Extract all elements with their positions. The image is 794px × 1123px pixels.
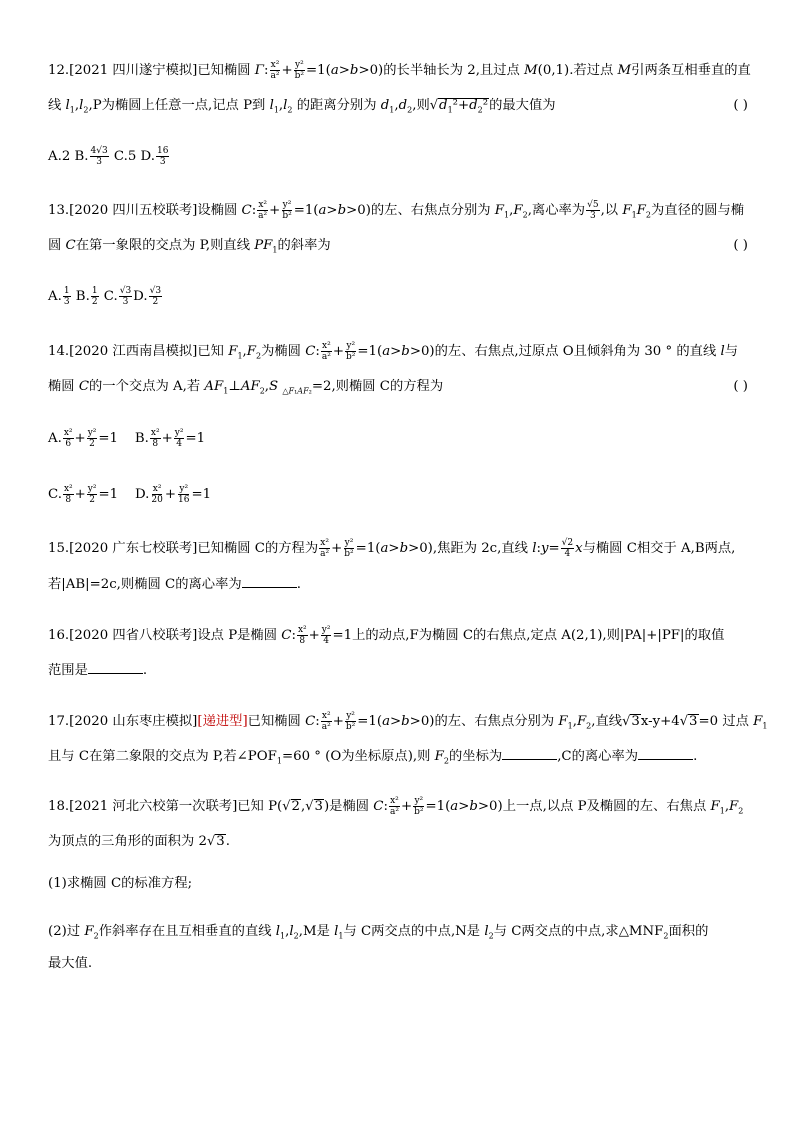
q12-options: A.2 B. $\frac{4√3}{3}$ C.5 D. $\frac{16}{3}$ [48,146,169,167]
q16-line2: 范围是 . [48,663,148,678]
q16-line1: 16.[2020 四省八校联考]设点 P是椭圆 C: $\frac{\text{x²}}{8}$ + $\frac{\text{y²}}{4}$ =1上的动点,F为椭圆 C的右焦点,定点 A(2,1),则|PA|+|PF|的取值 [48,625,725,646]
q15-line2: 若|AB|=2c,则椭圆 C的离心率为 . [48,577,301,592]
q13-options: A. $\frac{1}{3}$ B. $\frac{1}{2}$ C. $\frac{√3}{3}$ D. $\frac{√3}{2}$ [48,286,162,307]
progressive-tag: [递进型] [197,714,248,729]
q18-line2: 为顶点的三角形的面积为 2√3. [48,834,230,849]
q18-part2-cont: 最大值. [48,956,93,971]
q17-line2: 且与 C在第二象限的交点为 P,若$\angle POF_1=60$ ° (O为坐标原点),则 $F_2$的坐标为 ,C的离心率为 . [48,749,698,766]
q14-options-ab: A. $\frac{\text{x²}}{6}$ + $\frac{\text{y²}}{2}$ =1 B. $\frac{\text{x²}}{8}$ + $\frac{\text{y²}}{4}$ =1 [48,428,206,449]
q15-line1: 15.[2020 广东七校联考]已知椭圆 C的方程为 $\frac{\text{x²}}{\text{a²}}$ + $\frac{\text{y²}}{\text{b²}}$ =1(a>b>0),焦距为 2c,直线 l:y= $\frac{√2}{4}$ x与椭圆 C相交于 A,B两点, [48,538,736,559]
answer-paren: ( ) [733,379,748,394]
answer-blank [502,747,557,760]
q12-line2: 线 $l_1,l_2,P$为椭圆上任意一点,记点 P到 $l_1,l_2$ 的距离分别为 $d_1,d_2$,则$√d_1^2+d_2^2$的最大值为 ( ) [48,96,748,121]
q18-part2: (2)过 $F_2$作斜率存在且互相垂直的直线 $l_1,l_2,M$是 $l_1$与 C两交点的中点,N是 $l_2$与 C两交点的中点,求$\triangle MNF_2$面积的 [48,924,709,941]
q18-part1: (1)求椭圆 C的标准方程; [48,876,193,891]
answer-blank [242,575,297,588]
q14-line2: 椭圆 C的一个交点为 A,若 $AF_1\perp AF_2,S$ $_{\triangle F_1AF_2}$=2,则椭圆 C的方程为 ( ) [48,379,748,396]
q14-options-cd: C. $\frac{\text{x²}}{8}$ + $\frac{\text{y²}}{2}$ =1 D. $\frac{\text{x²}}{20}$ + $\frac{\text{y²}}{16}$ =1 [48,484,212,505]
q13-line2: 圆 C在第一象限的交点为 P,则直线 $PF_1$的斜率为 ( ) [48,238,748,255]
q18-line1: 18.[2021 河北六校第一次联考]已知 P(√2,√3)是椭圆 C: $\frac{\text{x²}}{\text{a²}}$ + $\frac{\text{y²}}{\text{b²}}$ =1(a>b>0)上一点,以点 P及椭圆的左、右焦点 $F_1,F_2$ [48,796,744,817]
q13-line1: 13.[2020 四川五校联考]设椭圆 C: $\frac{\text{x²}}{\text{a²}}$ + $\frac{\text{y²}}{\text{b²}}$ =1(a>b>0)的左、右焦点分别为 $F_1,F_2$,离心率为 $\frac{√5}{3}$ ,以 $F_1F_2$为直径的圆与椭 [48,200,745,221]
answer-paren: ( ) [733,238,748,253]
q12-line1: 12.[2021 四川遂宁模拟]已知椭圆 Γ: $\frac{\text{x²}}{\text{a²}}$ + $\frac{\text{y²}}{\text{b²}}$ =1(a>b>0)的长半轴长为 2,且过点 M(0,1).若过点 M引两条互相垂直的直 [48,60,751,81]
q14-line1: 14.[2020 江西南昌模拟]已知 $F_1,F_2$为椭圆 C: $\frac{\text{x²}}{\text{a²}}$ + $\frac{\text{y²}}{\text{b²}}$ =1(a>b>0)的左、右焦点,过原点 O且倾斜角为 30 ° 的直线 l与 [48,341,739,362]
q17-line1: 17.[2020 山东枣庄模拟][递进型]已知椭圆 C: $\frac{\text{x²}}{\text{a²}}$ + $\frac{\text{y²}}{\text{b²}}$ =1(a>b>0)的左、右焦点分别为 $F_1,F_2$,直线√3x-y+4√3=0 过点 $F_1$ [48,711,768,732]
answer-blank [638,747,693,760]
answer-paren: ( ) [733,98,748,113]
answer-blank [88,661,143,674]
